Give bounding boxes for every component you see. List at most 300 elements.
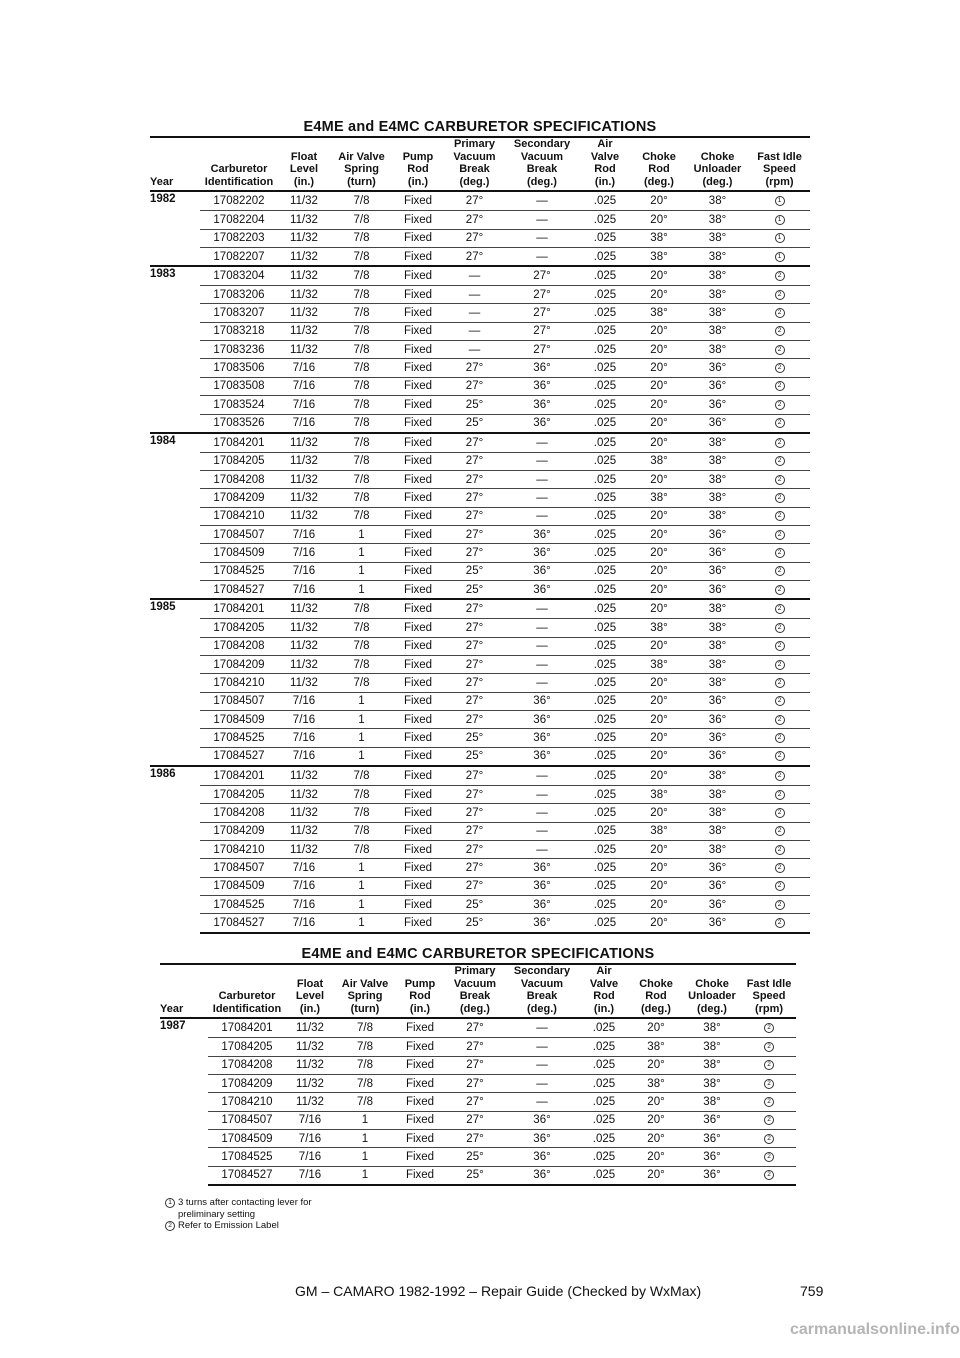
table-cell: 36° bbox=[686, 859, 749, 877]
circled-number-icon: 2 bbox=[775, 511, 785, 521]
table-cell: 38° bbox=[632, 452, 686, 470]
table-cell: .025 bbox=[578, 877, 632, 895]
table-cell: .025 bbox=[578, 1018, 630, 1037]
table-cell: 38° bbox=[686, 785, 749, 803]
table-cell: 38° bbox=[632, 247, 686, 266]
table-cell: 20° bbox=[632, 359, 686, 377]
table-cell: 17083526 bbox=[200, 414, 278, 433]
table-cell: 17084210 bbox=[208, 1093, 286, 1111]
table-cell: 1 bbox=[330, 526, 393, 544]
table-cell: 20° bbox=[632, 859, 686, 877]
circled-number-icon: 2 bbox=[775, 566, 785, 576]
table-cell: 38° bbox=[682, 1018, 742, 1037]
table-cell: 36° bbox=[506, 914, 578, 933]
table-row bbox=[150, 507, 810, 525]
table-cell: 1 bbox=[330, 711, 393, 729]
table-cell: 20° bbox=[632, 526, 686, 544]
table-cell: 7/16 bbox=[286, 1111, 334, 1129]
table-cell: 27° bbox=[443, 489, 506, 507]
table-row bbox=[160, 1056, 796, 1074]
table-cell: 25° bbox=[443, 729, 506, 747]
circled-number-icon: 2 bbox=[775, 863, 785, 873]
table-cell: 20° bbox=[632, 729, 686, 747]
table-cell: 38° bbox=[686, 637, 749, 655]
table-row bbox=[150, 211, 810, 229]
table-cell: — bbox=[443, 304, 506, 322]
table-cell: 20° bbox=[632, 599, 686, 618]
table-cell: .025 bbox=[578, 359, 632, 377]
fast-idle-cell bbox=[749, 766, 810, 785]
table-cell: 38° bbox=[686, 599, 749, 618]
table-cell: 7/16 bbox=[278, 877, 330, 895]
table-cell: .025 bbox=[578, 322, 632, 340]
fast-idle-cell bbox=[749, 692, 810, 710]
table-cell: 17083508 bbox=[200, 377, 278, 395]
year-cell bbox=[150, 414, 200, 433]
table-cell: 20° bbox=[632, 471, 686, 489]
table-cell: Fixed bbox=[393, 840, 443, 858]
table-row bbox=[150, 247, 810, 266]
table-cell: 7/8 bbox=[330, 674, 393, 692]
year-cell bbox=[150, 619, 200, 637]
table-cell: Fixed bbox=[393, 729, 443, 747]
table-cell: 7/8 bbox=[334, 1018, 396, 1037]
circled-number-icon: 2 bbox=[775, 530, 785, 540]
table-cell: 27° bbox=[443, 191, 506, 210]
table-cell: 7/8 bbox=[330, 191, 393, 210]
table-cell: — bbox=[506, 785, 578, 803]
circled-number-icon: 2 bbox=[764, 1152, 774, 1162]
table-cell: .025 bbox=[578, 396, 632, 414]
table-cell: 25° bbox=[444, 1166, 506, 1185]
column-header: Carburetor Identification bbox=[208, 965, 286, 1018]
table-cell: 27° bbox=[443, 711, 506, 729]
year-cell: 1984 bbox=[150, 433, 200, 452]
table-cell: 7/8 bbox=[330, 229, 393, 247]
table-cell: 11/32 bbox=[278, 211, 330, 229]
fast-idle-cell bbox=[749, 286, 810, 304]
table-cell: 17084507 bbox=[200, 526, 278, 544]
table-cell: 17084509 bbox=[200, 711, 278, 729]
table-row bbox=[160, 1018, 796, 1037]
table-cell: 36° bbox=[506, 711, 578, 729]
table-cell: .025 bbox=[578, 674, 632, 692]
table-cell: 17083236 bbox=[200, 341, 278, 359]
table-cell: 20° bbox=[632, 692, 686, 710]
table-cell: Fixed bbox=[393, 229, 443, 247]
table-cell: 38° bbox=[686, 304, 749, 322]
table-cell: 38° bbox=[686, 322, 749, 340]
table-cell: 36° bbox=[682, 1111, 742, 1129]
table-cell: 7/16 bbox=[278, 544, 330, 562]
table-row bbox=[150, 729, 810, 747]
year-cell bbox=[150, 507, 200, 525]
table-cell: 17084205 bbox=[200, 785, 278, 803]
table-cell: 11/32 bbox=[286, 1018, 334, 1037]
table-cell: 7/8 bbox=[330, 286, 393, 304]
table-cell: 27° bbox=[443, 247, 506, 266]
table-cell: 11/32 bbox=[278, 471, 330, 489]
footnote-2 bbox=[165, 1220, 318, 1232]
table-cell: 27° bbox=[443, 211, 506, 229]
table-cell: 38° bbox=[682, 1093, 742, 1111]
table-cell: 38° bbox=[632, 822, 686, 840]
table-cell: — bbox=[506, 674, 578, 692]
table-cell: 20° bbox=[632, 507, 686, 525]
fast-idle-cell bbox=[749, 433, 810, 452]
circled-number-icon: 2 bbox=[775, 808, 785, 818]
table-cell: Fixed bbox=[396, 1129, 444, 1147]
table-cell: .025 bbox=[578, 822, 632, 840]
table-cell: 7/16 bbox=[278, 581, 330, 600]
circled-number-icon: 2 bbox=[775, 845, 785, 855]
table-cell: .025 bbox=[578, 191, 632, 210]
table-row bbox=[160, 1111, 796, 1129]
year-cell bbox=[160, 1093, 208, 1111]
table-cell: 11/32 bbox=[278, 822, 330, 840]
fast-idle-cell bbox=[742, 1018, 796, 1037]
circled-number-icon: 2 bbox=[775, 548, 785, 558]
table-cell: 38° bbox=[682, 1038, 742, 1056]
circled-number-icon: 2 bbox=[764, 1042, 774, 1052]
table-cell: 36° bbox=[506, 747, 578, 766]
table-cell: 38° bbox=[686, 247, 749, 266]
column-header: Choke Rod (deg.) bbox=[632, 138, 686, 191]
table-cell: 38° bbox=[632, 619, 686, 637]
circled-number-icon: 2 bbox=[775, 771, 785, 781]
table-cell: 7/16 bbox=[278, 359, 330, 377]
table-cell: .025 bbox=[578, 1111, 630, 1129]
table-cell: 17083218 bbox=[200, 322, 278, 340]
table-cell: 38° bbox=[630, 1074, 682, 1092]
table-cell: 27° bbox=[443, 655, 506, 673]
table-cell: 38° bbox=[686, 286, 749, 304]
year-cell bbox=[150, 674, 200, 692]
circled-number-icon: 2 bbox=[775, 363, 785, 373]
year-cell bbox=[150, 471, 200, 489]
table-cell: 38° bbox=[686, 674, 749, 692]
spec-table bbox=[150, 138, 810, 934]
header-row bbox=[160, 965, 796, 1018]
table-cell: .025 bbox=[578, 692, 632, 710]
table-cell: 11/32 bbox=[286, 1093, 334, 1111]
table-cell: — bbox=[443, 341, 506, 359]
table-cell: 1 bbox=[330, 729, 393, 747]
table-row bbox=[150, 489, 810, 507]
table-cell: 7/8 bbox=[330, 452, 393, 470]
year-cell bbox=[150, 377, 200, 395]
fast-idle-cell bbox=[749, 804, 810, 822]
column-header: Primary Vacuum Break (deg.) bbox=[444, 965, 506, 1018]
table-cell: 11/32 bbox=[278, 489, 330, 507]
table-row bbox=[150, 692, 810, 710]
table-cell: Fixed bbox=[393, 914, 443, 933]
table-cell: 20° bbox=[632, 562, 686, 580]
table-cell: Fixed bbox=[393, 359, 443, 377]
table-cell: 17084507 bbox=[200, 692, 278, 710]
table-row bbox=[150, 895, 810, 913]
table-cell: 11/32 bbox=[278, 341, 330, 359]
table-cell: 7/8 bbox=[330, 211, 393, 229]
spec-table bbox=[160, 965, 796, 1186]
table-cell: 38° bbox=[686, 619, 749, 637]
table-cell: Fixed bbox=[396, 1018, 444, 1037]
column-header: Fast Idle Speed (rpm) bbox=[749, 138, 810, 191]
table-cell: 38° bbox=[686, 804, 749, 822]
table-cell: 36° bbox=[686, 414, 749, 433]
year-cell: 1987 bbox=[160, 1018, 208, 1037]
table-cell: .025 bbox=[578, 471, 632, 489]
table-cell: 17082207 bbox=[200, 247, 278, 266]
fast-idle-cell bbox=[749, 191, 810, 210]
table-cell: .025 bbox=[578, 766, 632, 785]
circled-number-icon: 2 bbox=[775, 585, 785, 595]
table-row bbox=[150, 377, 810, 395]
table-cell: 17084201 bbox=[200, 433, 278, 452]
fast-idle-cell bbox=[749, 562, 810, 580]
circled-number-icon: 2 bbox=[775, 623, 785, 633]
table-cell: 7/16 bbox=[286, 1148, 334, 1166]
table-cell: .025 bbox=[578, 507, 632, 525]
year-cell bbox=[150, 637, 200, 655]
circled-number-icon: 2 bbox=[775, 475, 785, 485]
fast-idle-cell bbox=[749, 914, 810, 933]
table-cell: 17083204 bbox=[200, 266, 278, 285]
table-cell: 36° bbox=[686, 526, 749, 544]
table-cell: 20° bbox=[630, 1148, 682, 1166]
table-cell: — bbox=[506, 599, 578, 618]
table-cell: 36° bbox=[506, 377, 578, 395]
table-cell: Fixed bbox=[393, 766, 443, 785]
table-row bbox=[150, 804, 810, 822]
table-cell: .025 bbox=[578, 1148, 630, 1166]
fast-idle-cell bbox=[749, 452, 810, 470]
table-cell: 17084527 bbox=[200, 747, 278, 766]
table-cell: .025 bbox=[578, 1093, 630, 1111]
table-cell: 17082202 bbox=[200, 191, 278, 210]
table-cell: 20° bbox=[632, 711, 686, 729]
table-cell: 27° bbox=[443, 433, 506, 452]
table-cell: .025 bbox=[578, 377, 632, 395]
table-cell: 17083524 bbox=[200, 396, 278, 414]
year-cell bbox=[150, 544, 200, 562]
table-cell: Fixed bbox=[393, 247, 443, 266]
table-cell: Fixed bbox=[393, 452, 443, 470]
table-row bbox=[150, 229, 810, 247]
table-cell: 36° bbox=[506, 1166, 578, 1185]
table-cell: 7/16 bbox=[278, 562, 330, 580]
table-cell: 17084525 bbox=[200, 729, 278, 747]
table-cell: Fixed bbox=[393, 471, 443, 489]
table-cell: 17084525 bbox=[208, 1148, 286, 1166]
table-cell: 11/32 bbox=[278, 840, 330, 858]
table-cell: 17084509 bbox=[208, 1129, 286, 1147]
year-cell bbox=[150, 914, 200, 933]
table-cell: Fixed bbox=[393, 599, 443, 618]
table-cell: 27° bbox=[444, 1038, 506, 1056]
table-cell: .025 bbox=[578, 637, 632, 655]
table-cell: 36° bbox=[506, 1148, 578, 1166]
table-cell: 27° bbox=[444, 1056, 506, 1074]
table-row bbox=[150, 452, 810, 470]
table-cell: 17084210 bbox=[200, 840, 278, 858]
table-cell: 1 bbox=[330, 914, 393, 933]
table-cell: 7/16 bbox=[278, 914, 330, 933]
fast-idle-cell bbox=[742, 1166, 796, 1185]
table-cell: 27° bbox=[443, 507, 506, 525]
table-cell: 38° bbox=[686, 507, 749, 525]
table-cell: 11/32 bbox=[278, 804, 330, 822]
table-title: E4ME and E4MC CARBURETOR SPECIFICATIONS bbox=[150, 119, 810, 138]
table-cell: 17084209 bbox=[208, 1074, 286, 1092]
table-cell: — bbox=[506, 1093, 578, 1111]
table-cell: 20° bbox=[632, 266, 686, 285]
circled-number-icon: 2 bbox=[775, 881, 785, 891]
table-cell: 17084210 bbox=[200, 674, 278, 692]
table-cell: .025 bbox=[578, 341, 632, 359]
table-cell: 36° bbox=[682, 1148, 742, 1166]
table-cell: 36° bbox=[686, 377, 749, 395]
circled-number-icon: 2 bbox=[165, 1221, 175, 1231]
fast-idle-cell bbox=[749, 655, 810, 673]
table-cell: 11/32 bbox=[278, 619, 330, 637]
table-cell: 27° bbox=[443, 229, 506, 247]
table-cell: 27° bbox=[443, 877, 506, 895]
table-cell: Fixed bbox=[396, 1056, 444, 1074]
year-cell bbox=[150, 229, 200, 247]
table-cell: 7/8 bbox=[330, 785, 393, 803]
table-row bbox=[160, 1074, 796, 1092]
circled-number-icon: 2 bbox=[764, 1023, 774, 1033]
table-cell: 7/8 bbox=[330, 655, 393, 673]
circled-number-icon: 1 bbox=[775, 196, 785, 206]
table-cell: 11/32 bbox=[278, 247, 330, 266]
table-cell: 7/16 bbox=[278, 396, 330, 414]
table-cell: 17084509 bbox=[200, 877, 278, 895]
table-cell: Fixed bbox=[393, 526, 443, 544]
fast-idle-cell bbox=[749, 840, 810, 858]
column-header: Float Level (in.) bbox=[286, 965, 334, 1018]
table-cell: 20° bbox=[630, 1056, 682, 1074]
table-cell: .025 bbox=[578, 286, 632, 304]
fast-idle-cell bbox=[742, 1056, 796, 1074]
circled-number-icon: 2 bbox=[775, 308, 785, 318]
year-cell bbox=[150, 804, 200, 822]
table-cell: Fixed bbox=[393, 859, 443, 877]
table-cell: 20° bbox=[632, 877, 686, 895]
table-cell: 17084507 bbox=[208, 1111, 286, 1129]
table-cell: 36° bbox=[682, 1166, 742, 1185]
table-cell: 17083506 bbox=[200, 359, 278, 377]
table-cell: — bbox=[506, 619, 578, 637]
table-cell: 17083206 bbox=[200, 286, 278, 304]
footnotes bbox=[165, 1197, 318, 1232]
table-cell: 7/16 bbox=[286, 1129, 334, 1147]
table-cell: — bbox=[506, 804, 578, 822]
table-cell: 20° bbox=[632, 211, 686, 229]
circled-number-icon: 2 bbox=[775, 438, 785, 448]
table-cell: — bbox=[506, 1018, 578, 1037]
table-cell: 7/8 bbox=[330, 341, 393, 359]
table-cell: 27° bbox=[443, 859, 506, 877]
table-cell: .025 bbox=[578, 895, 632, 913]
table-cell: 20° bbox=[632, 637, 686, 655]
column-header: Air Valve Rod (in.) bbox=[578, 965, 630, 1018]
table-cell: 11/32 bbox=[278, 304, 330, 322]
table-cell: — bbox=[506, 433, 578, 452]
year-cell: 1986 bbox=[150, 766, 200, 785]
table-cell: Fixed bbox=[393, 304, 443, 322]
table-cell: 7/8 bbox=[330, 599, 393, 618]
table-cell: 7/8 bbox=[330, 471, 393, 489]
table-cell: 38° bbox=[686, 211, 749, 229]
table-cell: 17084525 bbox=[200, 562, 278, 580]
circled-number-icon: 2 bbox=[775, 678, 785, 688]
table-cell: 25° bbox=[443, 747, 506, 766]
column-header: Year bbox=[160, 965, 208, 1018]
table-row bbox=[160, 1038, 796, 1056]
table-title: E4ME and E4MC CARBURETOR SPECIFICATIONS bbox=[160, 946, 796, 965]
table-cell: 36° bbox=[686, 581, 749, 600]
table-row bbox=[150, 266, 810, 285]
table-cell: 36° bbox=[506, 414, 578, 433]
table-row bbox=[150, 859, 810, 877]
table-cell: 7/8 bbox=[334, 1056, 396, 1074]
table-cell: 7/16 bbox=[278, 692, 330, 710]
table-cell: 20° bbox=[632, 322, 686, 340]
table-cell: .025 bbox=[578, 266, 632, 285]
table-cell: 1 bbox=[330, 692, 393, 710]
table-cell: 36° bbox=[506, 544, 578, 562]
table-cell: 11/32 bbox=[278, 507, 330, 525]
circled-number-icon: 2 bbox=[775, 400, 785, 410]
table-row bbox=[150, 822, 810, 840]
table-row bbox=[150, 304, 810, 322]
table-cell: 7/8 bbox=[330, 359, 393, 377]
table-row bbox=[150, 562, 810, 580]
table-cell: 17084527 bbox=[200, 581, 278, 600]
year-cell bbox=[150, 747, 200, 766]
table-cell: — bbox=[506, 471, 578, 489]
table-cell: — bbox=[506, 247, 578, 266]
table-cell: 7/16 bbox=[278, 895, 330, 913]
header-row bbox=[150, 138, 810, 191]
table-cell: Fixed bbox=[393, 692, 443, 710]
year-cell bbox=[150, 304, 200, 322]
fast-idle-cell bbox=[749, 304, 810, 322]
table-row bbox=[150, 396, 810, 414]
table-cell: — bbox=[443, 286, 506, 304]
page-number: 759 bbox=[800, 1283, 824, 1299]
table-cell: 38° bbox=[682, 1074, 742, 1092]
table-cell: 1 bbox=[334, 1166, 396, 1185]
table-cell: 7/8 bbox=[330, 489, 393, 507]
table-cell: .025 bbox=[578, 804, 632, 822]
table-cell: 36° bbox=[506, 859, 578, 877]
year-cell bbox=[150, 247, 200, 266]
year-cell bbox=[150, 711, 200, 729]
table-row bbox=[150, 711, 810, 729]
table-cell: — bbox=[506, 1038, 578, 1056]
year-cell bbox=[150, 840, 200, 858]
table-cell: 38° bbox=[686, 489, 749, 507]
year-cell bbox=[160, 1111, 208, 1129]
table-cell: Fixed bbox=[393, 747, 443, 766]
table-cell: 1 bbox=[330, 747, 393, 766]
circled-number-icon: 2 bbox=[775, 345, 785, 355]
table-cell: 17084208 bbox=[208, 1056, 286, 1074]
column-header: Air Valve Spring (turn) bbox=[334, 965, 396, 1018]
